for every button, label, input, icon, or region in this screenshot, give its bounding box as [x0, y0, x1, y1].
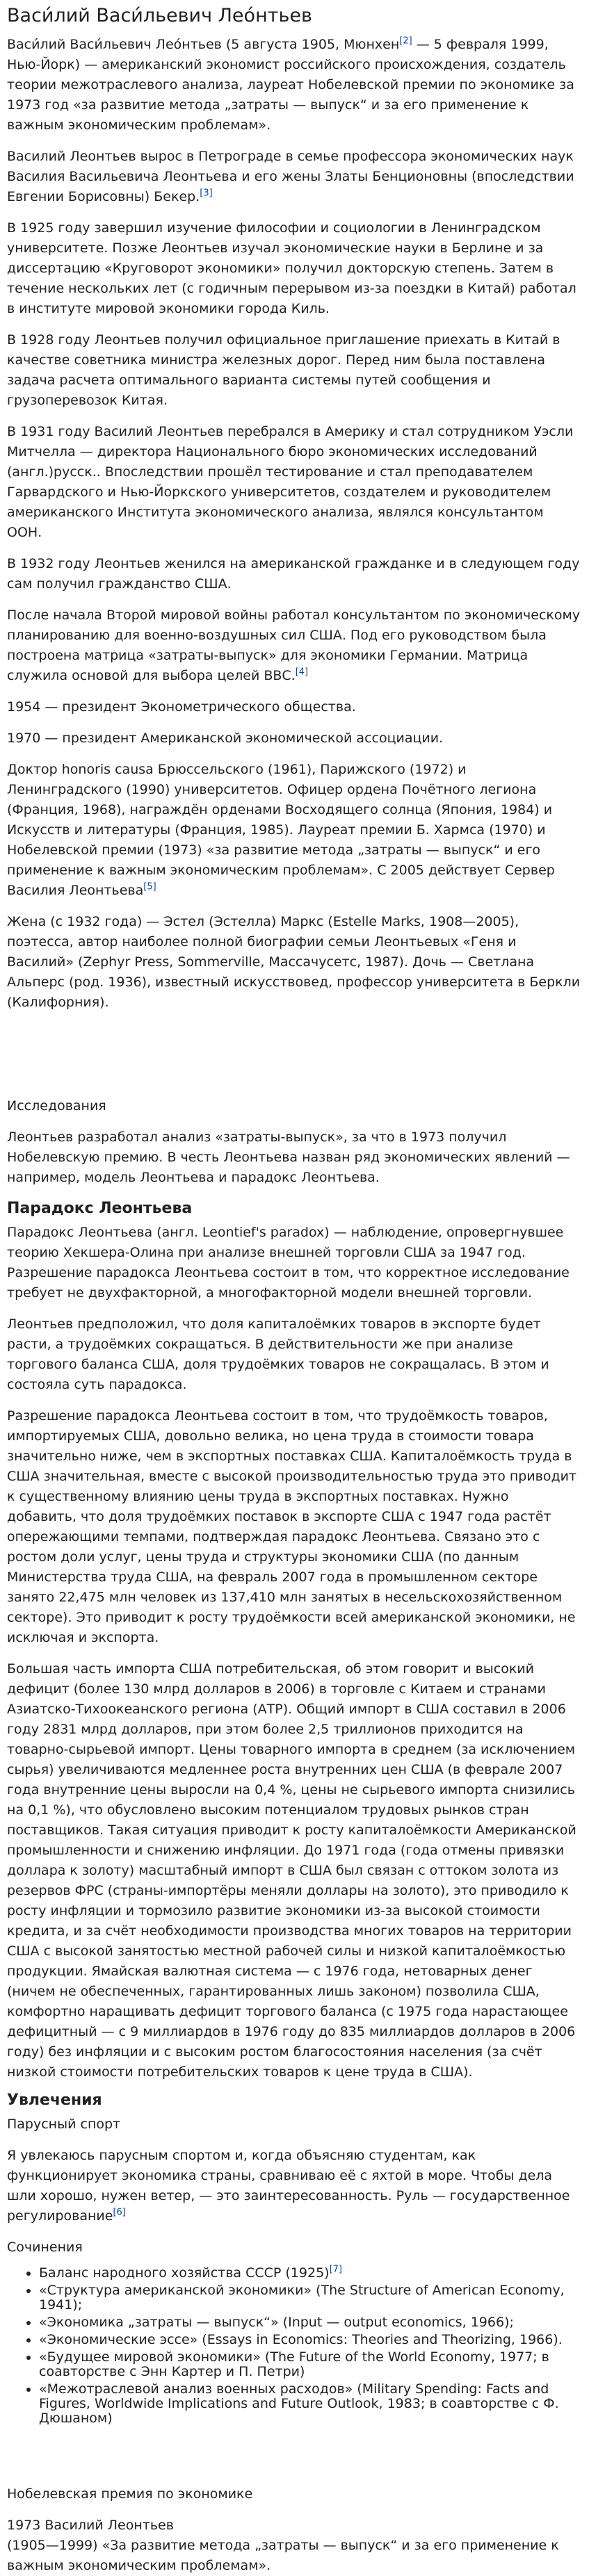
reference-link[interactable]: [4]: [295, 667, 309, 678]
section-heading-paradox: Парадокс Леонтьева: [7, 1200, 193, 1217]
bio-paragraph-1970: 1970 — президент Американской экономической ассоциации.: [7, 731, 444, 746]
work-title: Баланс народного хозяйства СССР (1925): [39, 2265, 330, 2281]
paradox-paragraph-assumption: Леонтьев предположил, что доля капиталоёмких товаров в экспорте будет расти, а трудоёмких сокращаться. В действительности же при анализе торгового баланса США, доля трудоёмких товаров не сокращалась. В этом и состояла суть парадокса.: [7, 1316, 549, 1392]
bio-paragraph-1954: 1954 — президент Эконометрического общества.: [7, 699, 356, 715]
bio-paragraph-honors: [7, 760, 582, 901]
bio-paragraph-war: [7, 605, 582, 686]
list-item: [39, 2266, 582, 2281]
page-title: Васи́лий Васи́льевич Лео́нтьев: [7, 5, 312, 26]
nobel-line-1: 1973 Василий Леонтьев: [7, 2518, 174, 2533]
list-item: • «Экономические эссе» (Essays in Economics: Theories and Theorizing, 1966).: [39, 2333, 582, 2347]
intro-paragraph: [7, 35, 582, 136]
hobbies-text: Я увлекаюсь парусным спортом и, когда объясняю студентам, как функционирует экономика страны, сравниваю её с яхтой в море. Чтобы дела шли хорошо, нужен ветер, — это заинтересованность. Руль — государственное регулирование: [7, 2148, 570, 2224]
section-label-nobel: Нобелевская премия по экономике: [7, 2486, 253, 2502]
bio-paragraph-family: Жена (с 1932 года) — Эстел (Эстелла) Маркс (Estelle Marks, 1908—2005), поэтесса, автор наиболее полной биографии семьи Леонтьевых «Геня и Василий» (Zephyr Press, Sommerville, Массачусетс, 1987). Дочь — Светлана Альперс (род. 1936), известный искусствовед, профессор университета в Беркли (Калифорния).: [7, 914, 581, 1010]
list-item: • «Структура американской экономики» (The Structure of American Economy, 1941);: [39, 2283, 582, 2313]
bio-paragraph-america: В 1931 году Василий Леонтьев перебрался в Америку и стал сотрудником Уэсли Митчелла — директора Национального бюро экономических исследований (англ.)русск.. Впоследствии прошёл тестирование и стал преподавателем Гарвардского и Нью-Йоркского университетов, создателем и руководителем американского Института экономического анализа, являлся консультантом ООН.: [7, 424, 574, 540]
research-paragraph: Леонтьев разработал анализ «затраты-выпуск», за что в 1973 получил Нобелевскую премию. В честь Леонтьева назван ряд экономических явлений — например, модель Леонтьева и парадокс Леонтьева.: [7, 1130, 570, 1185]
bio-paragraph-citizenship: В 1932 году Леонтьев женился на американской гражданке и в следующем году сам получил гражданство США.: [7, 556, 580, 592]
section-gap: [7, 1024, 582, 1096]
bio-paragraph-education: В 1925 году завершил изучение философии и социологии в Ленинградском университете. Позже Леонтьев изучал экономические науки в Берлине и за диссертацию «Круговорот экономики» получил докторскую степень. Затем в течение нескольких лет (с годичным перерывом из-за поездки в Китай) работал в институте мировой экономики города Киль.: [7, 220, 576, 316]
paradox-paragraph-resolution: Разрешение парадокса Леонтьева состоит в том, что трудоёмкость товаров, импортируемых США, довольно велика, но цена труда в стоимости товара значительно ниже, чем в экспортных поставках США. Капиталоёмкость труда в США значительная, вместе с высокой производительностью труда это приводит к существенному влиянию цены труда в экспортных поставках. Нужно добавить, что доля трудоёмких поставок в экспорте США с 1947 года растёт опережающими темпами, подтверждая парадокс Леонтьева. Связано это с ростом доли услуг, цены труда и структуры экономики США (по данным Министерства труда США, на февраль 2007 года в промышленном секторе занято 22,475 млн человек из 137,410 млн занятых в несельскохозяйственном секторе). Это приводит к росту трудоёмкости всей американской экономики, не исключая и экспорта.: [7, 1408, 577, 1645]
reference-link[interactable]: [7]: [329, 2264, 342, 2275]
hobbies-paragraph: [7, 2146, 582, 2226]
reference-link[interactable]: [6]: [113, 2207, 126, 2218]
list-item: • «Межотраслевой анализ военных расходов» (Military Spending: Facts and Figures, Worldwide Implications and Future Outlook, 1983; в соавторстве с Ф. Дюшаном): [39, 2382, 582, 2426]
reference-link[interactable]: [2]: [399, 35, 412, 47]
section-heading-hobbies: Увлечения: [7, 2092, 102, 2109]
article: [0, 4, 589, 2576]
reference-link[interactable]: [5]: [143, 881, 156, 892]
bio-paragraph-childhood: [7, 147, 582, 207]
works-list: [7, 2266, 582, 2426]
bio-text: Василий Леонтьев вырос в Петрограде в семье профессора экономических наук Василия Васильевича Леонтьева и его жены Златы Бенционовны (впоследствии Евгении Борисовны) Бекер.: [7, 149, 574, 204]
nobel-line-2: (1905—1999) «За развитие метода „затраты — выпуск“ и за его применение к важным экономическим проблемам».: [7, 2538, 559, 2573]
intro-text-1: Васи́лий Васи́льевич Лео́нтьев (5 августа 1905, Мюнхен: [7, 37, 400, 52]
bio-paragraph-china: В 1928 году Леонтьев получил официальное приглашение приехать в Китай в качестве советника министра железных дорог. Перед ним была поставлена задача расчета оптимального варианта системы путей сообщения и грузоперевозок Китая.: [7, 332, 560, 408]
reference-link[interactable]: [3]: [200, 188, 213, 199]
section-gap: [7, 2434, 582, 2484]
list-item: • «Экономика „затраты — выпуск“» (Input — output economics, 1966);: [39, 2315, 582, 2330]
paradox-paragraph-definition: Парадокс Леонтьева (англ. Leontief's paradox) — наблюдение, опровергнувшее теорию Хекшера-Олина при анализе внешней торговли США за 1947 год. Разрешение парадокса Леонтьева состоит в том, что корректное исследование требует не двухфакторной, а многофакторной модели внешней торговли.: [7, 1225, 570, 1301]
section-label-works: Сочинения: [7, 2240, 83, 2255]
list-item: • «Будущее мировой экономики» (The Future of the World Economy, 1977; в соавторстве с Энн Картер и П. Петри): [39, 2350, 582, 2379]
paradox-paragraph-imports: Большая часть импорта США потребительская, об этом говорит и высокий дефицит (более 130 млрд долларов в 2006) в торговле с Китаем и странами Азиатско-Тихоокеанского региона (АТР). Общий импорт в США составил в 2006 году 2831 млрд долларов, при этом более 2,5 триллионов приходится на товарно-сырьевой импорт. Цены товарного импорта в среднем (за исключением сырья) увеличиваются медленнее роста внутренних цен США (в феврале 2007 года внутренние цены выросли на 0,4 %, цены не сырьевого импорта снизились на 0,1 %), что обусловлено высоким потенциалом трудовых рынков стран поставщиков. Такая ситуация приводит к росту капиталоёмкости Американской промышленности и снижению инфляции. До 1971 года (года отмены привязки доллара к золоту) масштабный импорт в США был связан с оттоком золота из резервов ФРС (страны-импортёры меняли доллары на золото), это приводило к росту инфляции и тормозило развитие экономики из-за высокой стоимости кредита, и за счёт необходимости производства многих товаров на территории США с высокой занятостью местной рабочей силы и низкой капиталоёмкостью продукции. Ямайская валютная система — с 1976 года, нетоварных денег (ничем не обеспеченных, гарантированных лишь законом) позволила США, комфортно наращивать дефицит торгового баланса (с 1975 года нарастающее дефицитный — с 9 миллиардов в 1976 году до 835 миллиардов долларов в 2006 году) без инфляции и с высоким ростом благосостояния населения (за счёт низкой стоимости потребительских товаров к цене труда в США).: [7, 1661, 576, 2080]
bio-text: После начала Второй мировой войны работал консультантом по экономическому планированию для военно-воздушных сил США. Под его руководством была построена матрица «затраты-выпуск» для экономики Германии. Матрица служила основой для выбора целей ВВС.: [7, 608, 581, 683]
nobel-paragraph: [7, 2516, 582, 2576]
section-label-research: Исследования: [7, 1098, 106, 1114]
bio-text: Доктор honoris causa Брюссельского (1961), Парижского (1972) и Ленинградского (1990) университетов. Офицер ордена Почётного легиона (Франция, 1968), награждён орденами Восходящего солнца (Япония, 1984) и Искусств и литературы (Франция, 1985). Лауреат премии Б. Хармса (1970) и Нобелевской премии (1973) «за развитие метода „затраты — выпуск“ и его применение к важным экономическим проблемам». С 2005 действует Сервер Василия Леонтьева: [7, 762, 555, 898]
intro-text-2: — 5 февраля 1999, Нью-Йорк) — американский экономист российского происхождения, создатель теории межотраслевого анализа, лауреат Нобелевской премии по экономике за 1973 год «за развитие метода „затраты — выпуск“ и за его применение к важным экономическим проблемам».: [7, 37, 574, 133]
section-label-sailing: Парусный спорт: [7, 2117, 121, 2132]
